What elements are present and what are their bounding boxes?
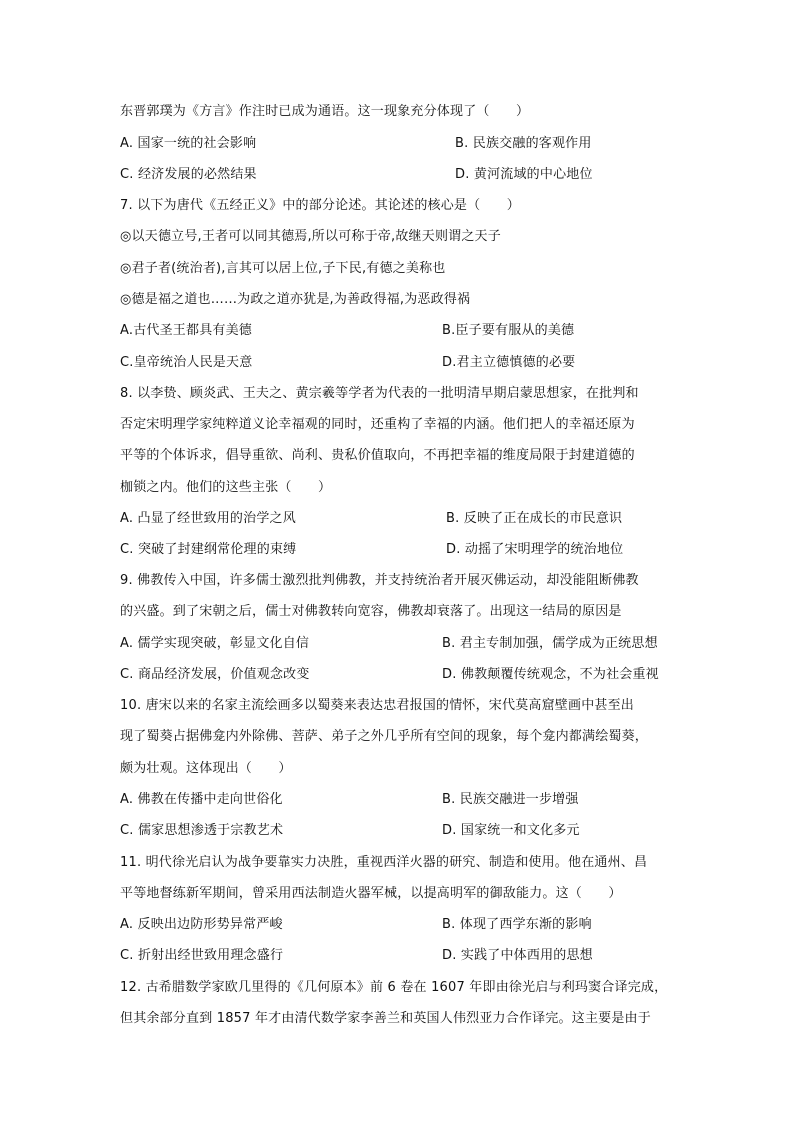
q7-quote: ◎以天德立号,王者可以同其德焉,所以可称于帝,故继天则谓之天子: [120, 229, 501, 244]
q7-quote: ◎德是福之道也……为政之道亦犹是,为善政得福,为恶政得祸: [120, 292, 471, 307]
q6-option-b: B. 民族交融的客观作用: [455, 136, 592, 151]
q12-stem-line: 但其余部分直到 1857 年才由清代数学家李善兰和英国人伟烈亚力合作译完。这主要是由于: [120, 1011, 651, 1026]
q11-option-a: A. 反映出边防形势异常严峻: [120, 917, 283, 932]
q8-option-b: B. 反映了正在成长的市民意识: [446, 511, 623, 526]
q11-option-b: B. 体现了西学东渐的影响: [442, 917, 592, 932]
q10-option-c: C. 儒家思想渗透于宗教艺术: [120, 823, 284, 838]
q7-option-d: D.君主立德慎德的必要: [442, 355, 576, 370]
q9-option-d: D. 佛教颠覆传统观念，不为社会重视: [442, 667, 659, 682]
q8-stem-line: 平等的个体诉求，倡导重欲、尚利、贵私价值取向，不再把幸福的维度局限于封建道德的: [120, 448, 635, 463]
q10-stem-line: 10. 唐宋以来的名家主流绘画多以蜀葵来表达忠君报国的情怀，宋代莫高窟壁画中甚至出: [120, 698, 635, 713]
q12-stem-line: 12. 古希腊数学家欧几里得的《几何原本》前 6 卷在 1607 年即由徐光启与利玛窦合译完成，: [120, 980, 668, 995]
q11-option-d: D. 实践了中体西用的思想: [442, 948, 593, 963]
q11-stem-line: 平等地督练新军期间，曾采用西法制造火器军械，以提高明军的御敌能力。这（ ）: [120, 886, 622, 901]
q6-option-a: A. 国家一统的社会影响: [120, 136, 257, 151]
q8-stem-line: 8. 以李贽、顾炎武、王夫之、黄宗羲等学者为代表的一批明清早期启蒙思想家，在批判和: [120, 386, 639, 401]
q11-stem-line: 11. 明代徐光启认为战争要靠实力决胜，重视西洋火器的研究、制造和使用。他在通州、昌: [120, 855, 648, 870]
q11-option-c: C. 折射出经世致用理念盛行: [120, 948, 284, 963]
q7-option-c: C.皇帝统治人民是天意: [120, 355, 253, 370]
q7-quote: ◎君子者(统治者),言其可以居上位,子下民,有德之美称也: [120, 261, 446, 276]
q6-option-d: D. 黄河流域的中心地位: [455, 167, 593, 182]
q10-stem-line: 现了蜀葵占据佛龛内外除佛、菩萨、弟子之外几乎所有空间的现象，每个龛内都满绘蜀葵，: [120, 729, 649, 744]
q10-option-b: B. 民族交融进一步增强: [442, 792, 579, 807]
q10-option-a: A. 佛教在传播中走向世俗化: [120, 792, 283, 807]
q10-option-d: D. 国家统一和文化多元: [442, 823, 580, 838]
q10-stem-line: 颇为壮观。这体现出（ ）: [120, 761, 292, 776]
q9-option-a: A. 儒学实现突破，彰显文化自信: [120, 636, 310, 651]
q6-stem: 东晋郭璞为《方言》作注时已成为通语。这一现象充分体现了（ ）: [120, 104, 530, 119]
q9-option-b: B. 君主专制加强，儒学成为正统思想: [442, 636, 658, 651]
q7-option-b: B.臣子要有服从的美德: [442, 323, 575, 338]
q7-option-a: A.古代圣王都具有美德: [120, 323, 252, 338]
q9-stem-line: 的兴盛。到了宋朝之后，儒士对佛教转向宽容，佛教却衰落了。出现这一结局的原因是: [120, 604, 622, 619]
q9-stem-line: 9. 佛教传入中国，许多儒士激烈批判佛教，并支持统治者开展灭佛运动，却没能阻断佛教: [120, 573, 639, 588]
q8-stem-line: 枷锁之内。他们的这些主张（ ）: [120, 480, 332, 495]
q7-stem: 7. 以下为唐代《五经正义》中的部分论述。其论述的核心是（ ）: [120, 198, 520, 213]
q8-option-c: C. 突破了封建纲常伦理的束缚: [120, 542, 297, 557]
q8-stem-line: 否定宋明理学家纯粹道义论幸福观的同时，还重构了幸福的内涵。他们把人的幸福还原为: [120, 417, 635, 432]
q6-option-c: C. 经济发展的必然结果: [120, 167, 257, 182]
q8-option-d: D. 动摇了宋明理学的统治地位: [446, 542, 624, 557]
q8-option-a: A. 凸显了经世致用的治学之风: [120, 511, 296, 526]
q9-option-c: C. 商品经济发展，价值观念改变: [120, 667, 310, 682]
